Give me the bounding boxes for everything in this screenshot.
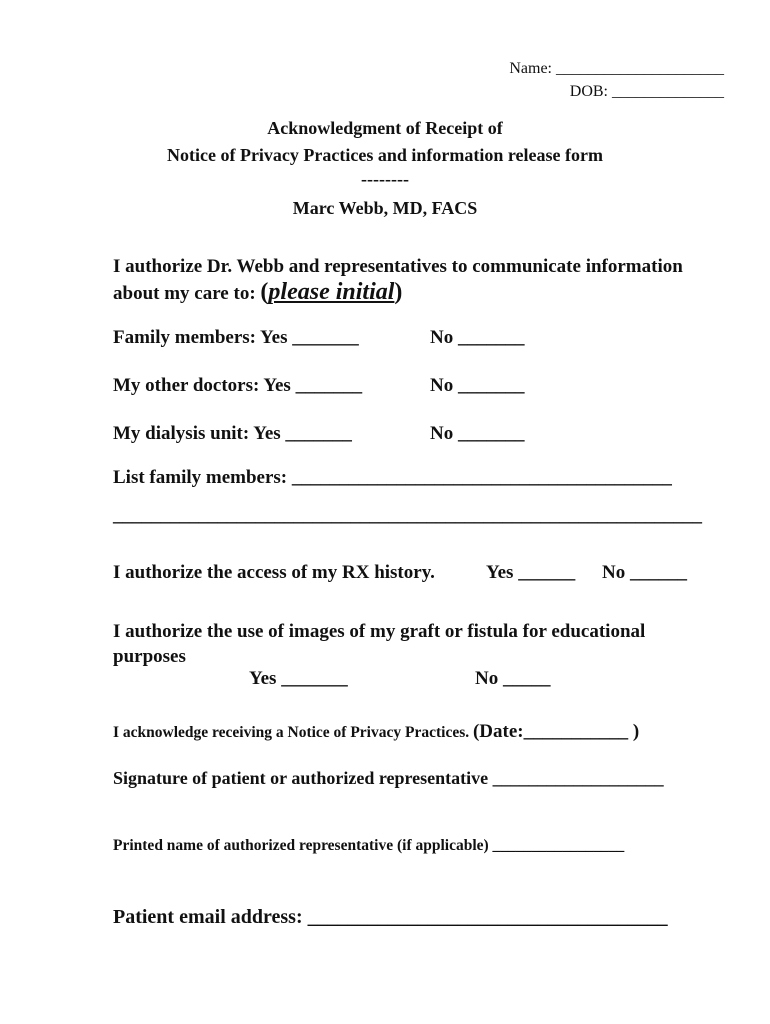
rx-history-no[interactable]: No ______ <box>602 562 687 583</box>
title-acknowledgment: Acknowledgment of Receipt of <box>267 118 503 138</box>
authorize-communication-line2 <box>113 280 402 304</box>
please-initial-text: please initial <box>268 279 395 305</box>
acknowledge-date-field[interactable]: (Date:___________ ) <box>472 721 640 742</box>
title-separator: -------- <box>361 169 409 189</box>
paren-open: ( <box>260 279 269 305</box>
signature-field[interactable]: Signature of patient or authorized representative ___________________ <box>113 768 664 788</box>
images-consent-line2: purposes <box>113 646 186 667</box>
patient-email-field[interactable]: Patient email address: ____________________________________ <box>113 906 668 928</box>
rx-history-text: I authorize the access of my RX history. <box>113 562 435 583</box>
list-family-members-field[interactable]: List family members: ________________________________________ <box>113 467 672 488</box>
list-family-members-line2[interactable]: ______________________________________________________________ <box>113 505 702 526</box>
images-consent-line1: I authorize the use of images of my graft or fistula for educational <box>113 621 646 642</box>
acknowledge-notice <box>113 722 639 741</box>
dialysis-unit-no[interactable]: No _______ <box>430 423 525 444</box>
title-notice: Notice of Privacy Practices and information release form <box>166 145 604 165</box>
paren-close: ) <box>394 279 403 305</box>
authorize-communication-line1: I authorize Dr. Webb and representatives to communicate information <box>113 256 683 277</box>
family-members-no[interactable]: No _______ <box>430 327 525 348</box>
name-field-label[interactable]: Name: _____________________ <box>509 60 724 77</box>
title-doctor: Marc Webb, MD, FACS <box>292 198 478 218</box>
other-doctors-no[interactable]: No _______ <box>430 375 525 396</box>
printed-name-field[interactable]: Printed name of authorized representative (if applicable) _________________ <box>113 837 625 854</box>
acknowledge-text: I acknowledge receiving a Notice of Privacy Practices. <box>113 724 473 741</box>
family-members-yes[interactable]: Family members: Yes _______ <box>113 327 359 348</box>
dob-field-label[interactable]: DOB: ______________ <box>569 83 724 100</box>
authorize-communication-prefix: about my care to: <box>113 283 261 304</box>
dialysis-unit-yes[interactable]: My dialysis unit: Yes _______ <box>113 423 352 444</box>
images-no[interactable]: No _____ <box>475 668 551 689</box>
rx-history-yes[interactable]: Yes ______ <box>486 562 576 583</box>
other-doctors-yes[interactable]: My other doctors: Yes _______ <box>113 375 363 396</box>
images-yes[interactable]: Yes _______ <box>249 668 348 689</box>
